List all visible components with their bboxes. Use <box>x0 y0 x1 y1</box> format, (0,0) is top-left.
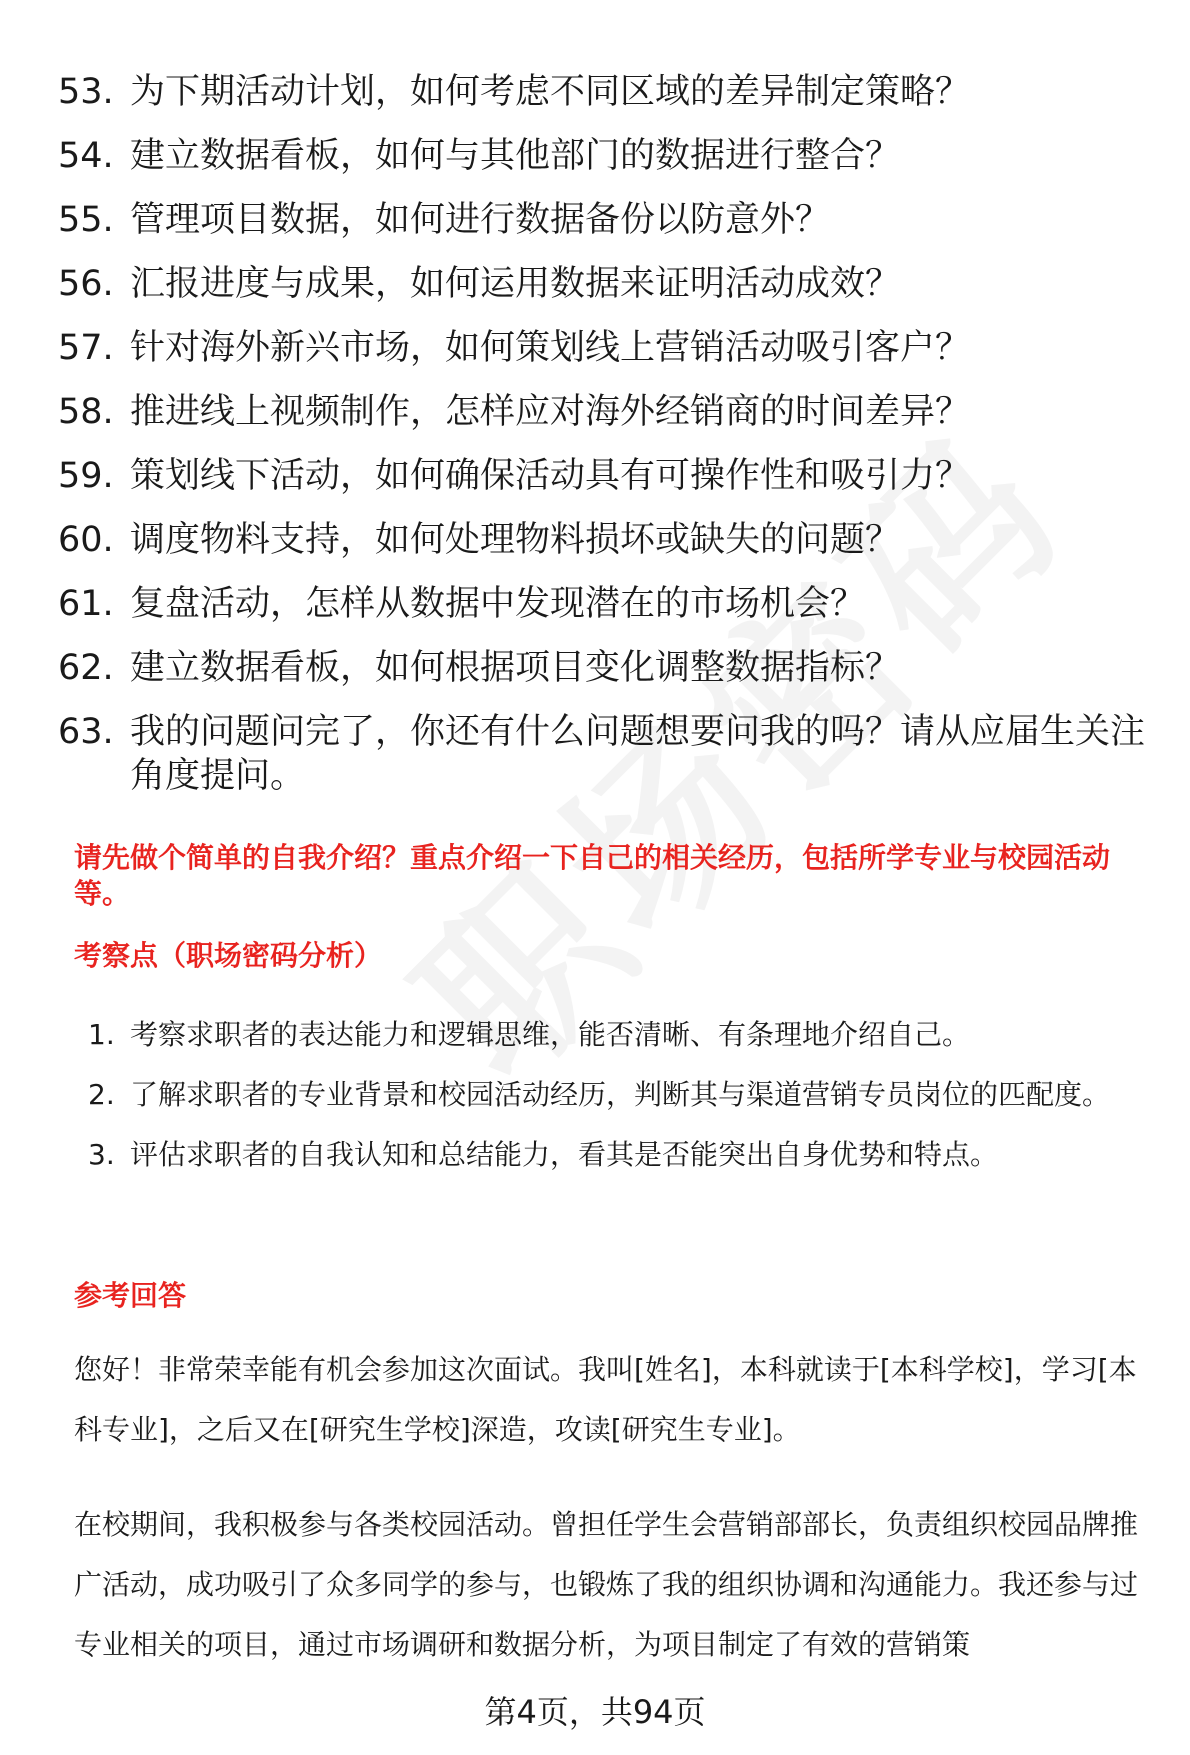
analysis-number: 3. <box>88 1138 115 1171</box>
question-text: 策划线下活动，如何确保活动具有可操作性和吸引力？ <box>130 456 971 496</box>
analysis-text: 了解求职者的专业背景和校园活动经历，判断其与渠道营销专员岗位的匹配度。 <box>130 1078 1111 1111</box>
analysis-heading: 考察点（职场密码分析） <box>74 939 383 972</box>
analysis-number: 1. <box>88 1018 115 1051</box>
list-item <box>58 582 1158 626</box>
question-text: 调度物料支持，如何处理物料损坏或缺失的问题？ <box>130 520 901 560</box>
question-number: 54. <box>58 136 114 176</box>
list-item <box>58 326 1158 370</box>
question-number: 62. <box>58 648 114 688</box>
list-item <box>58 262 1158 306</box>
list-item <box>88 1125 1148 1185</box>
question-text: 为下期活动计划，如何考虑不同区域的差异制定策略？ <box>130 72 971 112</box>
question-text: 我的问题问完了，你还有什么问题想要问我的吗？请从应届生关注角度提问。 <box>130 712 1146 796</box>
question-text: 复盘活动，怎样从数据中发现潜在的市场机会？ <box>130 584 866 624</box>
reference-answer-heading: 参考回答 <box>74 1279 187 1312</box>
question-text: 针对海外新兴市场，如何策划线上营销活动吸引客户？ <box>130 328 971 368</box>
intro-question-heading: 请先做个简单的自我介绍？重点介绍一下自己的相关经历，包括所学专业与校园活动等。 <box>74 841 1111 910</box>
question-text: 建立数据看板，如何根据项目变化调整数据指标？ <box>130 648 901 688</box>
list-item <box>58 198 1158 242</box>
list-item <box>58 518 1158 562</box>
list-item <box>58 134 1158 178</box>
list-item <box>58 70 1158 114</box>
page-number: 第4页，共94页 <box>484 1693 706 1731</box>
question-number: 63. <box>58 712 114 752</box>
question-list <box>58 70 1158 798</box>
list-item <box>88 1065 1148 1125</box>
question-number: 59. <box>58 456 114 496</box>
question-number: 61. <box>58 584 114 624</box>
question-number: 56. <box>58 264 114 304</box>
analysis-text: 考察求职者的表达能力和逻辑思维，能否清晰、有条理地介绍自己。 <box>130 1018 971 1051</box>
answer-paragraph: 您好！非常荣幸能有机会参加这次面试。我叫[姓名]，本科就读于[本科学校]，学习[本科专业]，之后又在[研究生学校]深造，攻读[研究生专业]。 <box>74 1353 1137 1446</box>
answer-paragraph: 在校期间，我积极参与各类校园活动。曾担任学生会营销部部长，负责组织校园品牌推广活动，成功吸引了众多同学的参与，也锻炼了我的组织协调和沟通能力。我还参与过专业相关的项目，通过市场调研和数据分析，为项目制定了有效的营销策 <box>74 1508 1139 1661</box>
list-item <box>58 390 1158 434</box>
analysis-list <box>88 1005 1148 1185</box>
question-number: 55. <box>58 200 114 240</box>
list-item <box>58 710 1158 798</box>
question-text: 推进线上视频制作，怎样应对海外经销商的时间差异？ <box>130 392 971 432</box>
question-text: 管理项目数据，如何进行数据备份以防意外？ <box>130 200 831 240</box>
analysis-number: 2. <box>88 1078 115 1111</box>
question-number: 60. <box>58 520 114 560</box>
analysis-text: 评估求职者的自我认知和总结能力，看其是否能突出自身优势和特点。 <box>130 1138 999 1171</box>
question-number: 57. <box>58 328 114 368</box>
list-item <box>58 646 1158 690</box>
list-item <box>88 1005 1148 1065</box>
list-item <box>58 454 1158 498</box>
question-text: 建立数据看板，如何与其他部门的数据进行整合？ <box>130 136 901 176</box>
question-number: 53. <box>58 72 114 112</box>
question-text: 汇报进度与成果，如何运用数据来证明活动成效？ <box>130 264 901 304</box>
question-number: 58. <box>58 392 114 432</box>
